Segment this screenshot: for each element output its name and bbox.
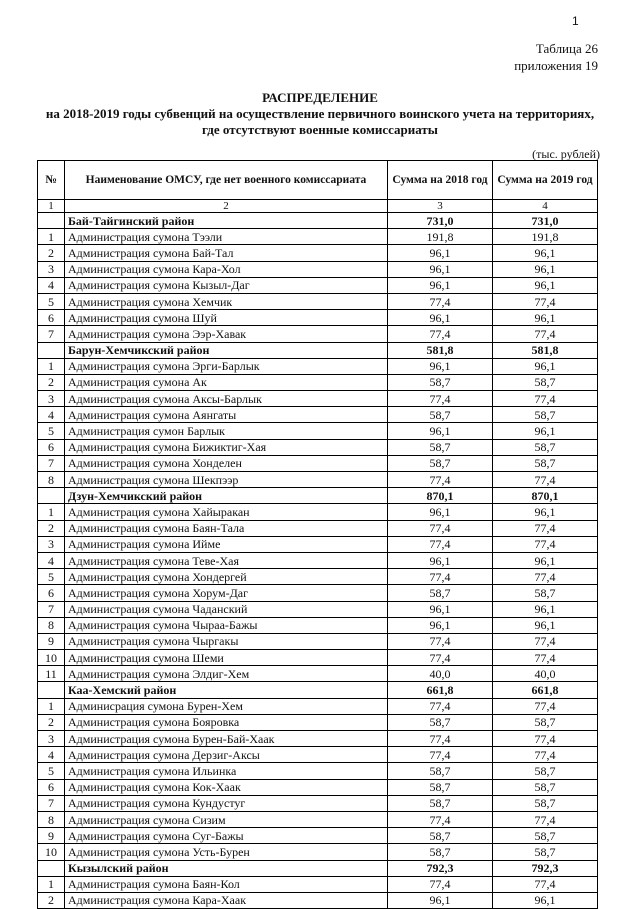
row-number: 1 (38, 504, 65, 520)
row-name: Админисрация сумона Бурен-Хем (65, 698, 388, 714)
row-name: Администрация сумона Хонделен (65, 455, 388, 471)
row-number: 7 (38, 455, 65, 471)
row-sum-2019: 792,3 (493, 860, 598, 876)
row-sum-2018: 58,7 (388, 455, 493, 471)
row-name: Администрация сумона Хондергей (65, 569, 388, 585)
row-sum-2018: 661,8 (388, 682, 493, 698)
table-reference-line1: Таблица 26 (535, 41, 598, 56)
row-number: 11 (38, 666, 65, 682)
row-name: Администрация сумона Ээр-Хавак (65, 326, 388, 342)
row-name: Администрация сумона Суг-Бажы (65, 828, 388, 844)
row-sum-2019: 77,4 (493, 536, 598, 552)
row-sum-2018: 77,4 (388, 747, 493, 763)
row-name: Барун-Хемчикский район (65, 342, 388, 358)
row-number: 3 (38, 731, 65, 747)
table-row (38, 391, 598, 407)
row-sum-2018: 77,4 (388, 569, 493, 585)
title-line3: где отсутствуют военные комиссариаты (202, 122, 438, 137)
row-sum-2018: 77,4 (388, 472, 493, 488)
row-sum-2019: 661,8 (493, 682, 598, 698)
row-sum-2018: 96,1 (388, 277, 493, 293)
row-number: 9 (38, 633, 65, 649)
row-sum-2018: 77,4 (388, 391, 493, 407)
row-name: Администрация сумона Бояровка (65, 714, 388, 730)
row-name: Бай-Тайгинский район (65, 213, 388, 229)
row-name: Администрация сумона Хорум-Даг (65, 585, 388, 601)
row-number: 1 (38, 358, 65, 374)
row-number: 2 (38, 892, 65, 908)
row-name: Администрация сумона Аянгаты (65, 407, 388, 423)
row-sum-2019: 96,1 (493, 504, 598, 520)
row-number: 10 (38, 844, 65, 860)
row-name: Администрация сумона Шекпээр (65, 472, 388, 488)
row-name: Каа-Хемский район (65, 682, 388, 698)
row-name: Администрация сумон Барлык (65, 423, 388, 439)
row-number: 5 (38, 569, 65, 585)
row-name: Администрация сумона Хайыракан (65, 504, 388, 520)
row-number: 7 (38, 601, 65, 617)
table-row (38, 439, 598, 455)
row-sum-2018: 96,1 (388, 892, 493, 908)
row-name: Администрация сумона Баян-Тала (65, 520, 388, 536)
row-name: Администрация сумона Чыргакы (65, 633, 388, 649)
table-row (38, 650, 598, 666)
row-sum-2019: 77,4 (493, 747, 598, 763)
row-name: Администрация сумона Хемчик (65, 293, 388, 309)
table-row (38, 229, 598, 245)
row-sum-2019: 77,4 (493, 326, 598, 342)
row-name: Администрация сумона Сизим (65, 811, 388, 827)
row-name: Администрация сумона Ак (65, 374, 388, 390)
row-sum-2019: 58,7 (493, 714, 598, 730)
row-number: 5 (38, 423, 65, 439)
row-number: 7 (38, 795, 65, 811)
row-sum-2019: 191,8 (493, 229, 598, 245)
row-name: Администрация сумона Бай-Тал (65, 245, 388, 261)
row-name: Администрация сумона Чаданский (65, 601, 388, 617)
row-number: 3 (38, 261, 65, 277)
row-number: 6 (38, 310, 65, 326)
row-sum-2019: 77,4 (493, 391, 598, 407)
district-row (38, 860, 598, 876)
table-row (38, 811, 598, 827)
row-sum-2018: 58,7 (388, 407, 493, 423)
row-number (38, 682, 65, 698)
row-sum-2018: 58,7 (388, 763, 493, 779)
table-row (38, 310, 598, 326)
row-number (38, 342, 65, 358)
row-number: 3 (38, 391, 65, 407)
row-sum-2018: 77,4 (388, 293, 493, 309)
row-sum-2018: 731,0 (388, 213, 493, 229)
row-sum-2019: 96,1 (493, 423, 598, 439)
row-sum-2018: 58,7 (388, 844, 493, 860)
row-name: Администрация сумона Баян-Кол (65, 876, 388, 892)
table-row (38, 892, 598, 908)
row-name: Администрация сумона Дерзиг-Аксы (65, 747, 388, 763)
district-row (38, 213, 598, 229)
table-row (38, 828, 598, 844)
table-row (38, 617, 598, 633)
header-2019: Сумма на 2019 год (493, 161, 598, 200)
table-row (38, 747, 598, 763)
row-sum-2018: 58,7 (388, 439, 493, 455)
district-row (38, 342, 598, 358)
row-name: Администрация сумона Тээли (65, 229, 388, 245)
table-row (38, 472, 598, 488)
row-number: 4 (38, 277, 65, 293)
row-sum-2019: 96,1 (493, 245, 598, 261)
row-sum-2019: 58,7 (493, 795, 598, 811)
row-number: 3 (38, 536, 65, 552)
row-sum-2019: 58,7 (493, 455, 598, 471)
table-row (38, 763, 598, 779)
row-sum-2019: 77,4 (493, 520, 598, 536)
table-row (38, 795, 598, 811)
table-row (38, 714, 598, 730)
row-name: Администрация сумона Кара-Хол (65, 261, 388, 277)
row-name: Администрация сумона Кок-Хаак (65, 779, 388, 795)
row-name: Администрация сумона Усть-Бурен (65, 844, 388, 860)
row-sum-2018: 40,0 (388, 666, 493, 682)
row-sum-2018: 96,1 (388, 310, 493, 326)
row-name: Администрация сумона Кара-Хаак (65, 892, 388, 908)
row-number: 1 (38, 229, 65, 245)
column-index-1: 1 (38, 200, 65, 213)
row-sum-2019: 58,7 (493, 374, 598, 390)
row-sum-2019: 58,7 (493, 763, 598, 779)
row-sum-2019: 77,4 (493, 650, 598, 666)
row-number: 4 (38, 747, 65, 763)
table-row (38, 876, 598, 892)
table-row (38, 698, 598, 714)
row-sum-2019: 58,7 (493, 407, 598, 423)
table-reference (514, 40, 598, 74)
row-sum-2018: 58,7 (388, 585, 493, 601)
column-index-row (38, 200, 598, 213)
row-name: Администрация сумона Кызыл-Даг (65, 277, 388, 293)
row-sum-2018: 96,1 (388, 552, 493, 568)
row-sum-2018: 58,7 (388, 795, 493, 811)
row-sum-2018: 58,7 (388, 828, 493, 844)
table-row (38, 844, 598, 860)
table-body (38, 213, 598, 909)
row-number: 6 (38, 585, 65, 601)
row-number: 4 (38, 552, 65, 568)
row-sum-2018: 58,7 (388, 714, 493, 730)
row-name: Администрация сумона Кундустуг (65, 795, 388, 811)
row-sum-2018: 96,1 (388, 617, 493, 633)
row-number: 4 (38, 407, 65, 423)
row-number: 2 (38, 374, 65, 390)
row-number: 2 (38, 245, 65, 261)
row-sum-2018: 96,1 (388, 245, 493, 261)
column-index-3: 3 (388, 200, 493, 213)
document-title (0, 90, 640, 138)
table-row (38, 245, 598, 261)
table-row (38, 261, 598, 277)
row-sum-2019: 731,0 (493, 213, 598, 229)
row-sum-2018: 96,1 (388, 423, 493, 439)
row-name: Администрация сумона Шеми (65, 650, 388, 666)
row-sum-2019: 77,4 (493, 472, 598, 488)
row-sum-2019: 96,1 (493, 892, 598, 908)
table-row (38, 423, 598, 439)
row-sum-2019: 77,4 (493, 293, 598, 309)
row-sum-2019: 77,4 (493, 811, 598, 827)
table-row (38, 779, 598, 795)
row-sum-2018: 792,3 (388, 860, 493, 876)
row-sum-2019: 58,7 (493, 585, 598, 601)
row-sum-2018: 77,4 (388, 876, 493, 892)
table-row (38, 407, 598, 423)
table-row (38, 536, 598, 552)
row-sum-2018: 58,7 (388, 779, 493, 795)
distribution-table (37, 160, 598, 909)
row-name: Администрация сумона Ийме (65, 536, 388, 552)
table-row (38, 552, 598, 568)
row-sum-2018: 96,1 (388, 601, 493, 617)
table-reference-line2: приложения 19 (514, 58, 598, 73)
row-number: 7 (38, 326, 65, 342)
row-number: 2 (38, 520, 65, 536)
header-name: Наименование ОМСУ, где нет военного комиссариата (65, 161, 388, 200)
row-sum-2019: 77,4 (493, 876, 598, 892)
table-row (38, 569, 598, 585)
row-sum-2018: 77,4 (388, 326, 493, 342)
row-name: Администрация сумона Шуй (65, 310, 388, 326)
row-number: 5 (38, 763, 65, 779)
row-sum-2019: 77,4 (493, 731, 598, 747)
row-name: Дзун-Хемчикский район (65, 488, 388, 504)
row-name: Администрация сумона Эрги-Барлык (65, 358, 388, 374)
page-number: 1 (572, 14, 579, 28)
table-header-row (38, 161, 598, 200)
row-sum-2019: 77,4 (493, 569, 598, 585)
row-number (38, 860, 65, 876)
row-number: 9 (38, 828, 65, 844)
row-sum-2019: 58,7 (493, 844, 598, 860)
table-row (38, 326, 598, 342)
row-number: 6 (38, 779, 65, 795)
table-row (38, 374, 598, 390)
row-sum-2018: 77,4 (388, 731, 493, 747)
table-row (38, 504, 598, 520)
table-row (38, 520, 598, 536)
row-sum-2019: 77,4 (493, 698, 598, 714)
row-sum-2019: 96,1 (493, 601, 598, 617)
row-number: 1 (38, 876, 65, 892)
row-sum-2019: 58,7 (493, 439, 598, 455)
title-line2: на 2018-2019 годы субвенций на осуществление первичного воинского учета на территориях, (45, 106, 595, 121)
row-sum-2018: 96,1 (388, 261, 493, 277)
table-row (38, 358, 598, 374)
row-sum-2019: 77,4 (493, 633, 598, 649)
row-sum-2018: 77,4 (388, 698, 493, 714)
row-sum-2018: 870,1 (388, 488, 493, 504)
row-sum-2019: 58,7 (493, 779, 598, 795)
column-index-2: 2 (65, 200, 388, 213)
table-row (38, 731, 598, 747)
row-number: 1 (38, 698, 65, 714)
row-number: 8 (38, 617, 65, 633)
row-number: 10 (38, 650, 65, 666)
table-row (38, 666, 598, 682)
row-name: Администрация сумона Элдиг-Хем (65, 666, 388, 682)
column-index-4: 4 (493, 200, 598, 213)
district-row (38, 682, 598, 698)
row-sum-2019: 870,1 (493, 488, 598, 504)
units-label: (тыс. рублей) (532, 147, 600, 161)
row-sum-2018: 96,1 (388, 358, 493, 374)
row-number: 8 (38, 811, 65, 827)
row-sum-2018: 77,4 (388, 650, 493, 666)
row-sum-2019: 581,8 (493, 342, 598, 358)
row-sum-2019: 96,1 (493, 277, 598, 293)
table-row (38, 277, 598, 293)
row-number (38, 213, 65, 229)
title-line1: РАСПРЕДЕЛЕНИЕ (262, 90, 378, 105)
row-sum-2019: 40,0 (493, 666, 598, 682)
row-name: Кызылский район (65, 860, 388, 876)
row-name: Администрация сумона Ильинка (65, 763, 388, 779)
row-number: 5 (38, 293, 65, 309)
row-sum-2019: 96,1 (493, 310, 598, 326)
row-sum-2019: 96,1 (493, 261, 598, 277)
row-name: Администрация сумона Чыраа-Бажы (65, 617, 388, 633)
district-row (38, 488, 598, 504)
row-name: Администрация сумона Бижиктиг-Хая (65, 439, 388, 455)
row-sum-2018: 77,4 (388, 811, 493, 827)
row-sum-2018: 581,8 (388, 342, 493, 358)
row-sum-2018: 77,4 (388, 520, 493, 536)
row-number (38, 488, 65, 504)
table-row (38, 585, 598, 601)
row-sum-2018: 77,4 (388, 633, 493, 649)
row-name: Администрация сумона Аксы-Барлык (65, 391, 388, 407)
row-sum-2018: 191,8 (388, 229, 493, 245)
row-number: 6 (38, 439, 65, 455)
row-sum-2019: 96,1 (493, 617, 598, 633)
table-row (38, 455, 598, 471)
row-sum-2018: 96,1 (388, 504, 493, 520)
row-sum-2019: 96,1 (493, 552, 598, 568)
row-number: 2 (38, 714, 65, 730)
row-sum-2019: 96,1 (493, 358, 598, 374)
header-2018: Сумма на 2018 год (388, 161, 493, 200)
row-number: 8 (38, 472, 65, 488)
table-row (38, 601, 598, 617)
table-row (38, 633, 598, 649)
row-sum-2019: 58,7 (493, 828, 598, 844)
table-row (38, 293, 598, 309)
header-num: № (38, 161, 65, 200)
row-sum-2018: 58,7 (388, 374, 493, 390)
row-sum-2018: 77,4 (388, 536, 493, 552)
row-name: Администрация сумона Теве-Хая (65, 552, 388, 568)
row-name: Администрация сумона Бурен-Бай-Хаак (65, 731, 388, 747)
